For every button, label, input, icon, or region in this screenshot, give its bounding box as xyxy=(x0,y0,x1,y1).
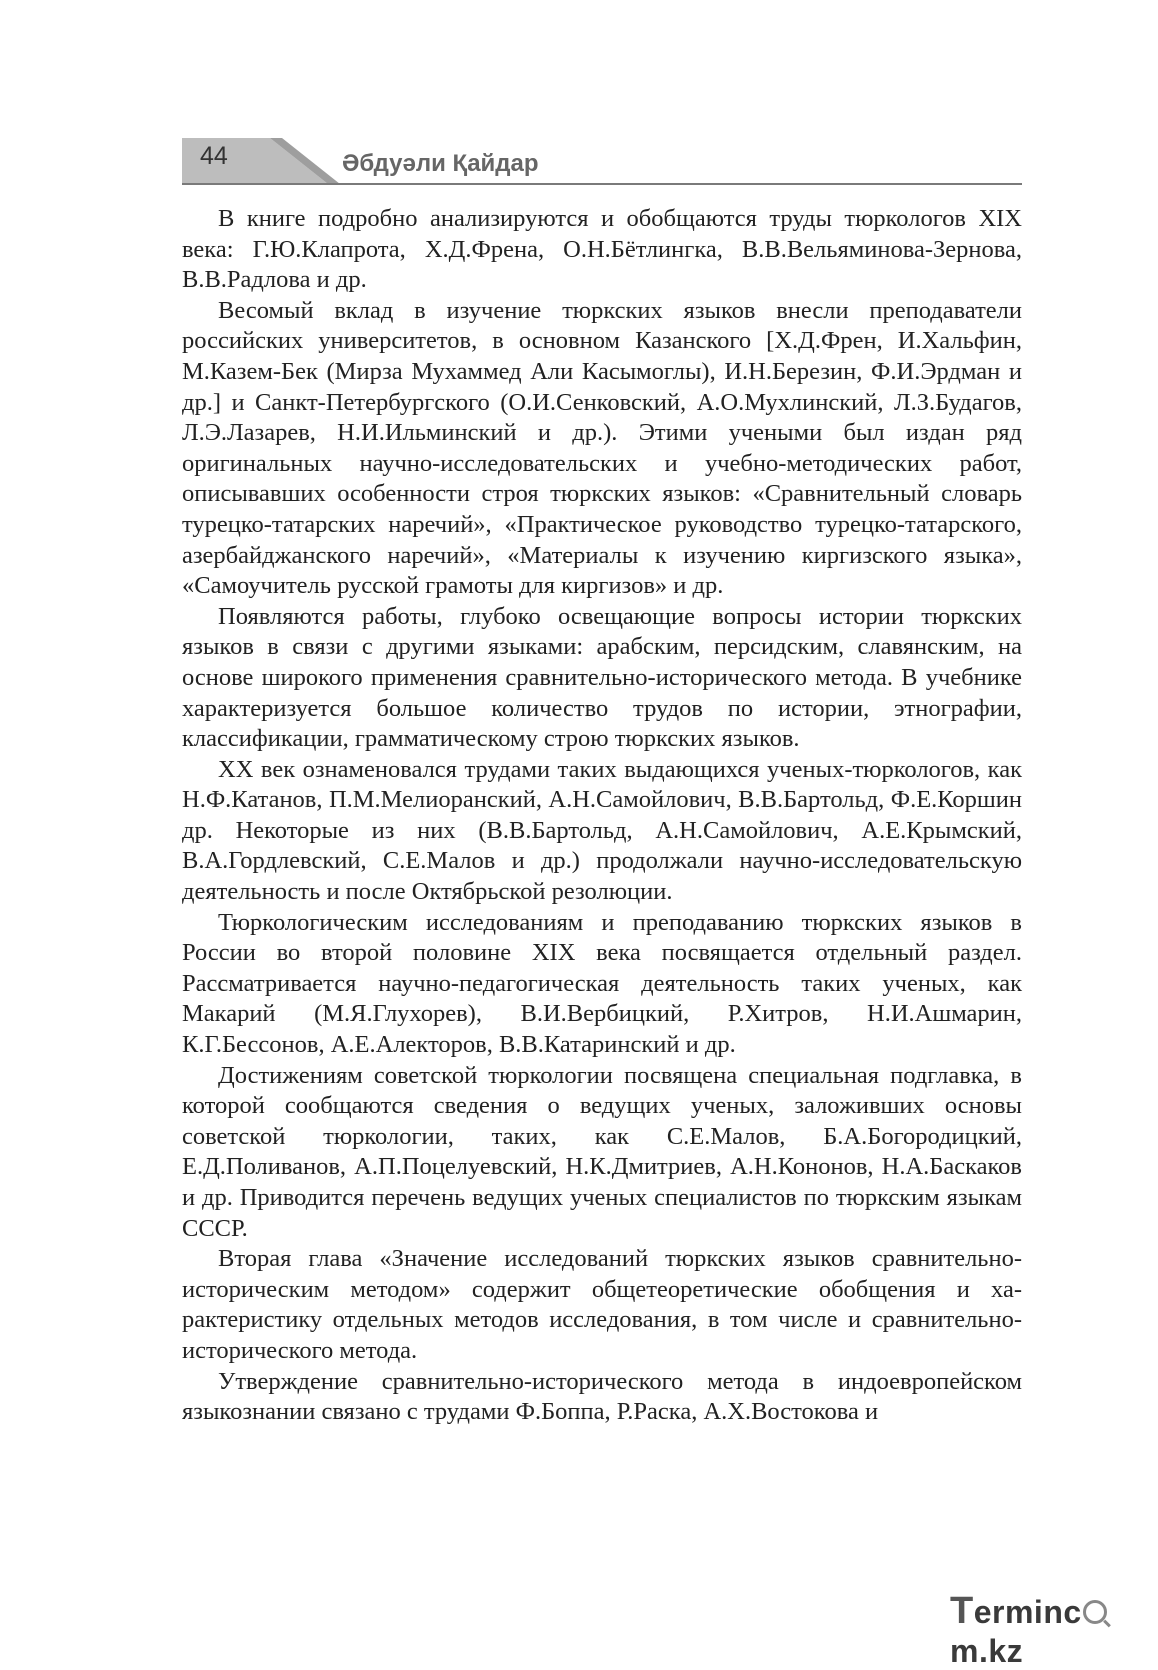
watermark-first-letter: T xyxy=(950,1590,974,1632)
paragraph: Вторая глава «Значение исследований тюркских языков сравнительно-историческим методом» содержит общетеоретические обобщения и характеристику отдельных методов исследования, в том числе и сравнительно-исторического метода. xyxy=(182,1245,1022,1364)
paragraph: Весомый вклад в изучение тюркских языков внесли преподаватели российских университетов, в основном Казанского [Х.Д.Френ, И.Хальфин, М.Казем-Бек (Мирза Мухаммед Али Касымоглы), И.Н.Березин, Ф.И.Эрдман и др.] и Санкт-Петербургского (О.И.Сенковский, А.О.Мухлинский, Л.З.Будагов, Л.Э.Лазарев, Н.И.Ильминский и др.). Этими учеными был издан ряд оригинальных научно-исследовательских и учебно-методических работ, описывавших особенности строя тюркских языков: «Сравнительный словарь турецко-татарских наречий», «Практическое руководство турецко-татарского, азербайджанского наречий», «Материалы к изучению киргизского языка», «Самоучитель русской грамоты для киргизов» и др. xyxy=(182,296,1022,600)
header-rule xyxy=(182,183,1022,185)
running-head-author: Әбдуәли Қайдар xyxy=(342,150,539,177)
paragraph: Тюркологическим исследованиям и преподаванию тюркских языков в России во второй половине XIX века посвящается отдельный раздел. Рассматривается научно-педагогическая деятельность таких ученых, как Макарий (М.Я.Глухорев), В.И.Вербицкий, Р.Хитров, Н.И.Ашмарин, К.Г.Бессонов, А.Е.Алекторов, В.В.Катаринский и др. xyxy=(182,908,1022,1059)
magnifier-icon xyxy=(1083,1600,1107,1624)
page-header xyxy=(182,138,1022,186)
paragraph: В книге подробно анализируются и обобщаются труды тюркологов XIX века: Г.Ю.Клапрота, Х.Д.Френа, О.Н.Бётлингка, В.В.Вельяминова-Зернова, В.В.Радлова и др. xyxy=(182,205,1022,294)
paragraph: Появляются работы, глубоко освещающие вопросы истории тюркских языков в связи с другими языками: арабским, персидским, славянским, на основе широкого применения сравнительно-исторического метода. В учебнике характеризуется большое количество трудов по истории, этнографии, классификации, грамматическому строю тюркских языков. xyxy=(182,602,1022,753)
paragraph: Достижениям советской тюркологии посвящена специальная подглавка, в которой сообщаются сведения о ведущих ученых, заложивших основы советской тюркологии, таких, как С.Е.Малов, Б.А.Богородицкий, Е.Д.Поливанов, А.П.Поцелуевский, Н.К.Дмитриев, А.Н.Кононов, Н.А.Баскаков и др. Приводится перечень ведущих ученых специалистов по тюркским языкам СССР. xyxy=(182,1061,1022,1242)
watermark-middle: erminc xyxy=(973,1594,1082,1630)
page-number: 44 xyxy=(200,142,228,170)
watermark-last: m.kz xyxy=(950,1633,1024,1669)
watermark-logo xyxy=(950,1590,1158,1670)
paragraph: XX век ознаменовался трудами таких выдающихся ученых-тюркологов, как Н.Ф.Катанов, П.М.Мелиоранский, А.Н.Самойлович, В.В.Бартольд, Ф.Е.Коршин др. Некоторые из них (В.В.Бартольд, А.Н.Самойлович, А.Е.Крымский, В.А.Гордлевский, С.Е.Малов и др.) продолжали научно-исследовательскую деятельность и после Октябрьской резолюции. xyxy=(182,755,1022,906)
body-text xyxy=(182,204,1022,1428)
paragraph: Утверждение сравнительно-исторического метода в индоевропейском языкознании связано с трудами Ф.Боппа, Р.Раска, А.Х.Востокова и xyxy=(182,1367,1022,1426)
